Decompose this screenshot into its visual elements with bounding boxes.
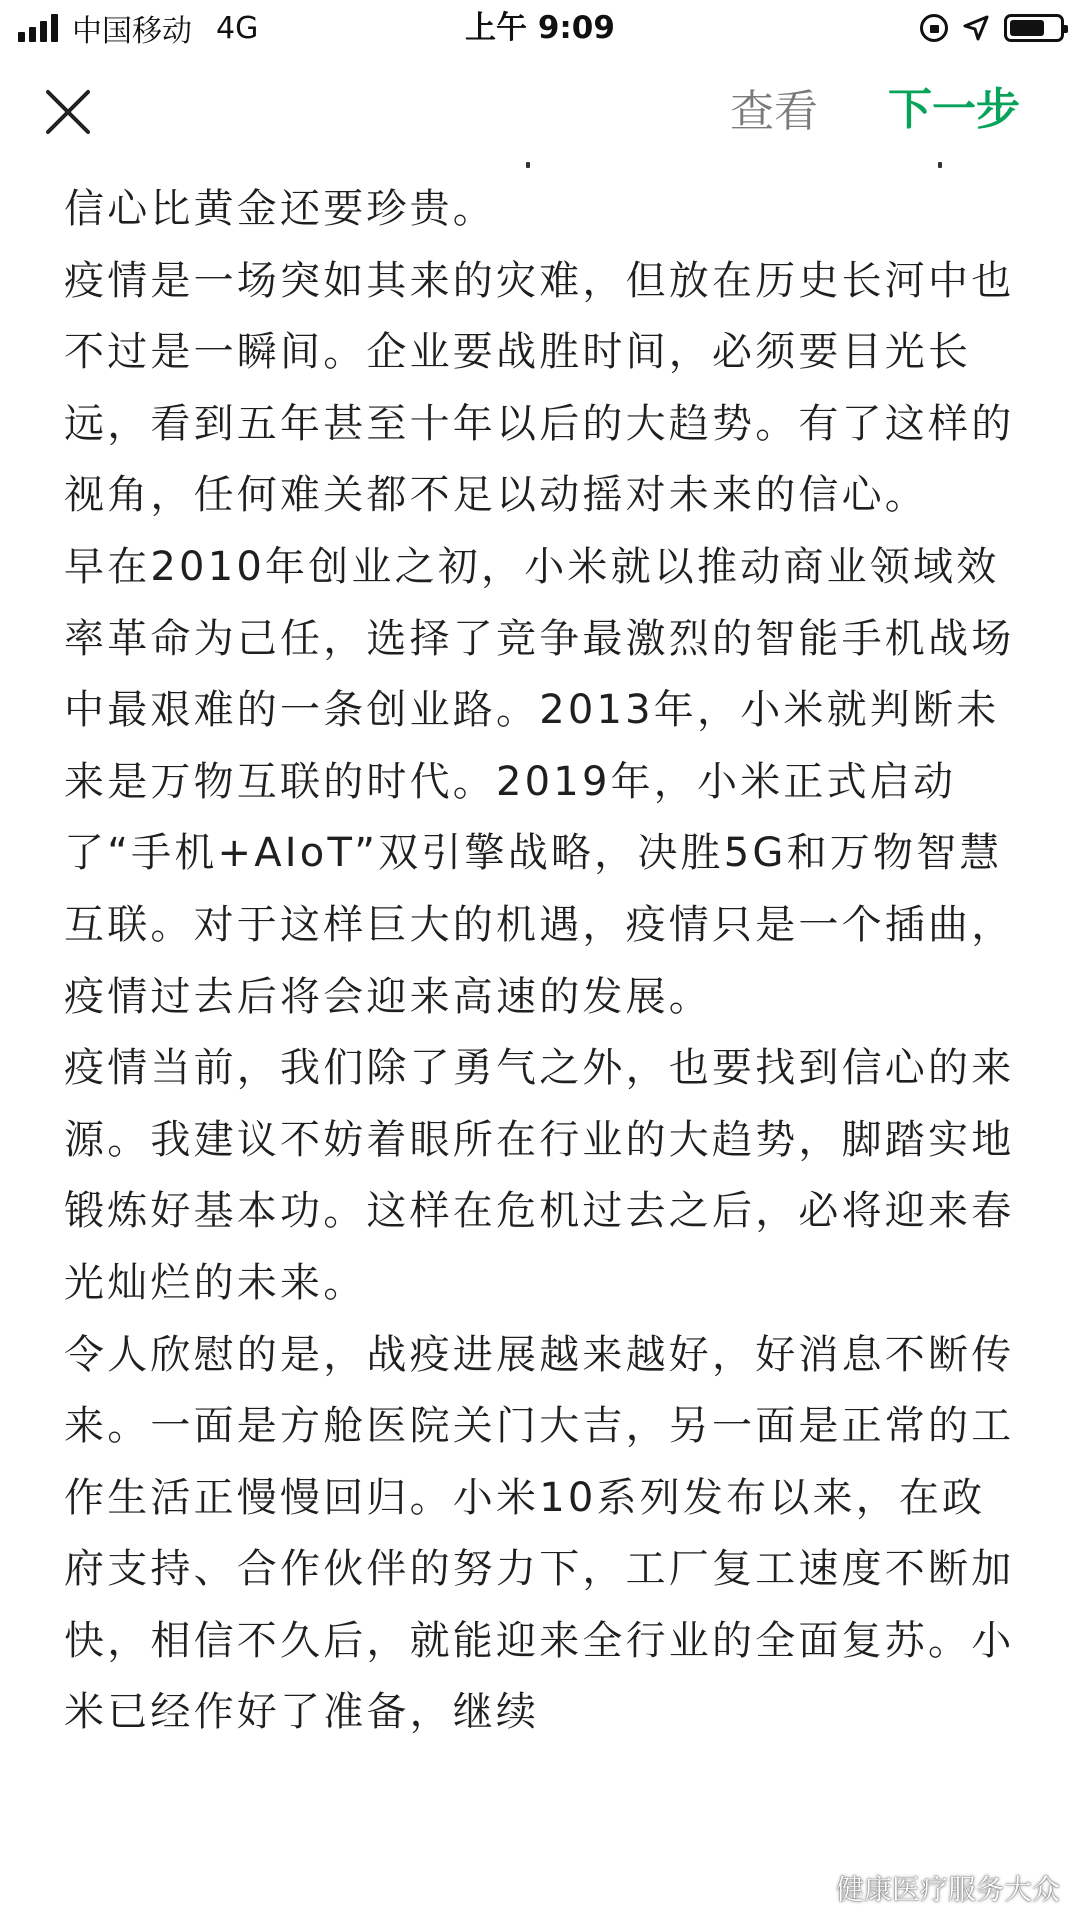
watermark bbox=[794, 1868, 1060, 1908]
view-button[interactable]: 查看 bbox=[730, 86, 818, 137]
article-body bbox=[64, 162, 1024, 1920]
status-bar bbox=[0, 0, 1080, 56]
article-paragraph: 令人欣慰的是，战疫进展越来越好，好消息不断传来。一面是方舱医院关门大吉，另一面是正常的工作生活正慢慢回归。小米10系列发布以来，在政府支持、合作伙伴的努力下，工厂复工速度不断加快，相信不久后，就能迎来全行业的全面复苏。小米已经作好了准备，继续 bbox=[64, 1331, 1015, 1736]
article-paragraph: 疫情当前，我们除了勇气之外，也要找到信心的来源。我建议不妨着眼所在行业的大趋势，脚踏实地锻炼好基本功。这样在危机过去之后，必将迎来春光灿烂的未来。 bbox=[64, 1045, 1015, 1306]
rotation-lock-icon bbox=[920, 14, 948, 42]
article-paragraph: 早在2010年创业之初，小米就以推动商业领域效率革命为己任，选择了竞争最激烈的智能手机战场中最艰难的一条创业路。2013年，小米就判断未来是万物互联的时代。2019年，小米正式启动了“手机+AIoT”双引擎战略，决胜5G和万物智慧互联。对于这样巨大的机遇，疫情只是一个插曲，疫情过去后将会迎来高速的发展。 bbox=[64, 543, 1015, 1020]
location-icon bbox=[962, 14, 990, 42]
article-paragraph: 信心比黄金还要珍贵。 bbox=[64, 186, 496, 232]
battery-icon bbox=[1004, 14, 1064, 42]
network-type: 4G bbox=[216, 10, 259, 46]
nav-bar bbox=[0, 56, 1080, 164]
article-paragraph: 疫情是一场突如其来的灾难，但放在历史长河中也不过是一瞬间。企业要战胜时间，必须要目光长远，看到五年甚至十年以后的大趋势。有了这样的视角，任何难关都不足以动摇对未来的信心。 bbox=[64, 257, 1015, 519]
close-button[interactable] bbox=[40, 84, 96, 140]
watermark-text: 健康医疗服务大众 bbox=[835, 1873, 1060, 1906]
next-step-button[interactable]: 下一步 bbox=[888, 84, 1020, 135]
carrier-name: 中国移动 bbox=[72, 14, 192, 49]
status-right bbox=[920, 10, 1064, 46]
clock: 上午 9:09 bbox=[465, 10, 615, 46]
close-icon bbox=[40, 84, 96, 140]
wechat-icon bbox=[794, 1873, 828, 1903]
clipped-previous-line bbox=[64, 162, 1024, 174]
